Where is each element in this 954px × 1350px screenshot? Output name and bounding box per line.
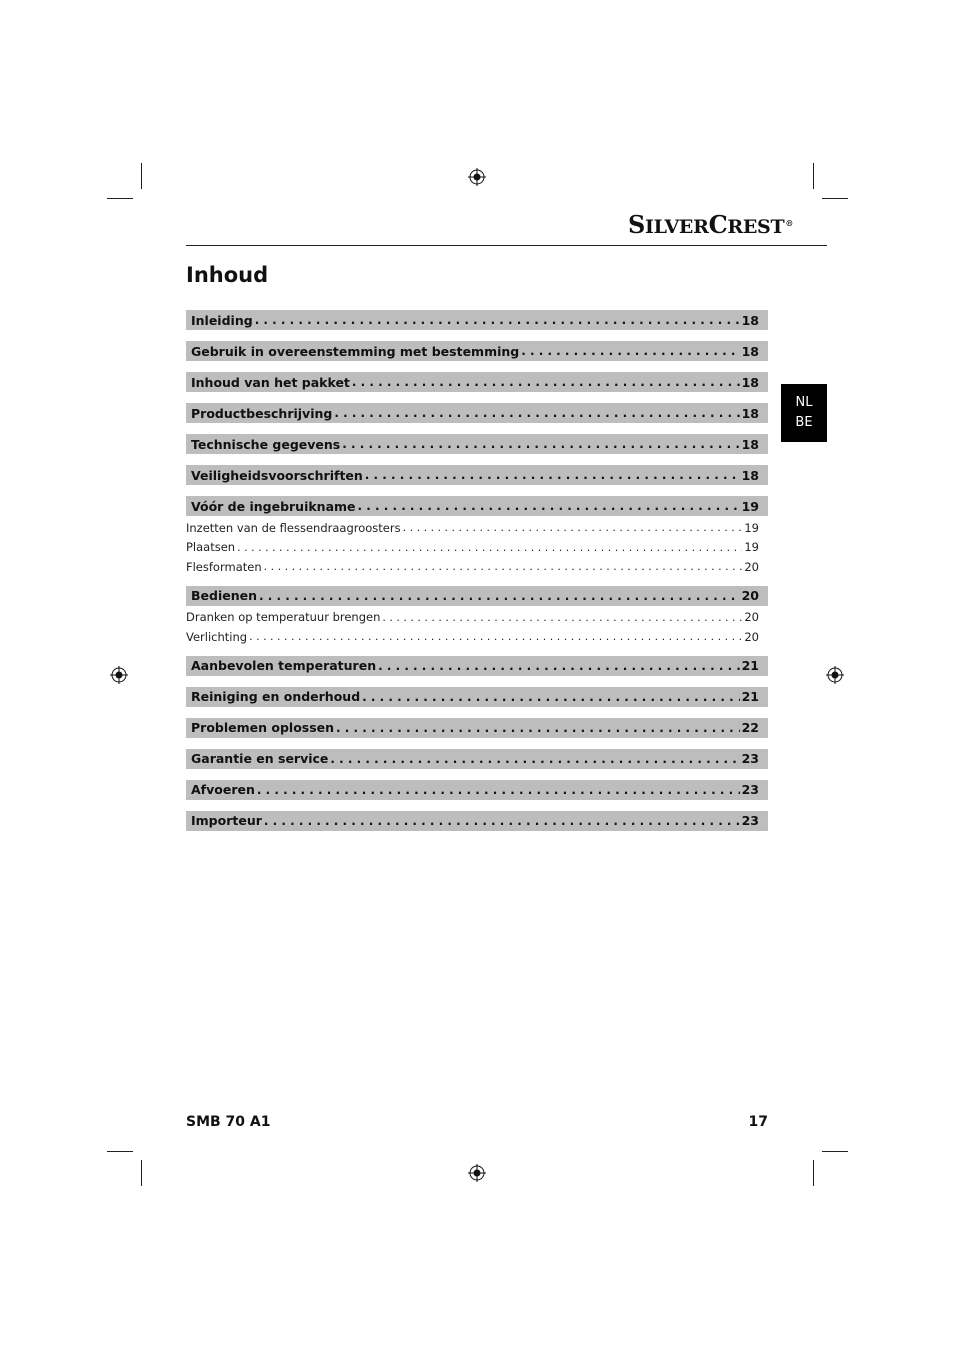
toc-subentry[interactable] — [186, 538, 768, 558]
crop-mark — [141, 1160, 142, 1186]
toc-leader-dots — [378, 659, 739, 673]
crop-mark — [107, 198, 133, 199]
toc-entry[interactable] — [186, 465, 768, 485]
toc-leader-dots — [334, 406, 739, 420]
toc-leader-dots — [237, 541, 742, 554]
registration-mark-icon — [468, 1164, 486, 1182]
toc-leader-dots — [521, 344, 739, 358]
toc-entry-page: 21 — [741, 689, 759, 704]
toc-entry-label: Vóór de ingebruikname — [191, 498, 356, 514]
toc-subentry-page: 20 — [744, 610, 759, 625]
toc-subentry-label: Flesformaten — [186, 559, 262, 574]
toc-entry-label: Veiligheidsvoorschriften — [191, 467, 363, 483]
toc-entry[interactable] — [186, 687, 768, 707]
toc-subentry[interactable] — [186, 608, 768, 628]
toc-leader-dots — [365, 468, 740, 482]
crop-mark — [822, 1151, 848, 1152]
toc-leader-dots — [255, 313, 740, 327]
toc-entry-page: 18 — [741, 374, 759, 390]
registration-mark-icon — [110, 666, 128, 684]
toc-entry[interactable] — [186, 718, 768, 738]
crop-mark — [822, 198, 848, 199]
toc-entry-label: Aanbevolen temperaturen — [191, 658, 377, 673]
toc-leader-dots — [358, 499, 740, 513]
toc-entry-page: 19 — [741, 498, 759, 514]
toc-entry-page: 18 — [741, 343, 759, 359]
toc-entry-label: Technische gegevens — [191, 436, 341, 452]
toc-entry[interactable] — [186, 749, 768, 769]
toc-entry-label: Reiniging en onderhoud — [191, 689, 361, 704]
toc-entry[interactable] — [186, 434, 768, 454]
toc-leader-dots — [257, 783, 740, 797]
toc-entry-page: 23 — [741, 813, 759, 828]
toc-entry-page: 18 — [741, 405, 759, 421]
crop-mark — [813, 1160, 814, 1186]
toc-leader-dots — [362, 690, 739, 704]
toc-entry-page: 20 — [741, 588, 759, 603]
toc-entry-label: Afvoeren — [191, 782, 255, 797]
toc-entry-label: Problemen oplossen — [191, 720, 335, 735]
toc-entry-label: Garantie en service — [191, 751, 329, 766]
toc-entry[interactable] — [186, 656, 768, 676]
toc-subentry-page: 20 — [744, 629, 759, 644]
toc-entry-label: Gebruik in overeenstemming met bestemming — [191, 343, 520, 359]
toc-entry-label: Inhoud van het pakket — [191, 374, 350, 390]
toc-subentry-page: 19 — [744, 540, 759, 555]
toc-leader-dots — [264, 560, 743, 573]
toc-subentry-label: Plaatsen — [186, 540, 236, 555]
toc-leader-dots — [249, 630, 742, 643]
language-code: NL — [795, 395, 813, 410]
toc-subentry-page: 20 — [744, 559, 759, 574]
crop-mark — [813, 163, 814, 189]
registration-mark-icon — [826, 666, 844, 684]
registration-mark-icon — [468, 168, 486, 186]
toc-entry-page: 21 — [741, 658, 759, 673]
toc-leader-dots — [264, 814, 740, 828]
crop-mark — [141, 163, 142, 189]
table-of-contents — [186, 310, 768, 842]
toc-leader-dots — [382, 611, 742, 624]
toc-leader-dots — [336, 721, 740, 735]
toc-entry-page: 22 — [741, 720, 759, 735]
toc-subentry-label: Dranken op temperatuur brengen — [186, 610, 381, 625]
toc-entry[interactable] — [186, 310, 768, 330]
toc-subentry-page: 19 — [744, 520, 759, 535]
toc-subentry-label: Verlichting — [186, 629, 248, 644]
toc-entry[interactable] — [186, 341, 768, 361]
toc-subentry[interactable] — [186, 627, 768, 647]
toc-entry[interactable] — [186, 811, 768, 831]
toc-entry-page: 23 — [741, 782, 759, 797]
language-code: BE — [795, 415, 813, 430]
language-tab — [781, 384, 827, 442]
page-number: 17 — [748, 1114, 768, 1130]
model-number: SMB 70 A1 — [186, 1114, 271, 1130]
toc-entry[interactable] — [186, 372, 768, 392]
toc-entry-page: 18 — [741, 436, 759, 452]
toc-leader-dots — [259, 589, 740, 603]
toc-entry-page: 23 — [741, 751, 759, 766]
page-title: Inhoud — [186, 263, 269, 287]
toc-leader-dots — [403, 521, 743, 534]
toc-entry-page: 18 — [741, 312, 759, 328]
toc-subentry[interactable] — [186, 518, 768, 538]
toc-entry[interactable] — [186, 403, 768, 423]
header-rule — [186, 245, 827, 246]
crop-mark — [107, 1151, 133, 1152]
toc-leader-dots — [352, 375, 740, 389]
toc-entry-label: Importeur — [191, 813, 262, 828]
toc-entry-label: Inleiding — [191, 312, 253, 328]
toc-subentry-label: Inzetten van de flessendraagroosters — [186, 520, 401, 535]
toc-entry[interactable] — [186, 496, 768, 516]
brand-logo: SILVERCREST® — [628, 210, 794, 239]
toc-leader-dots — [330, 752, 739, 766]
toc-subentry[interactable] — [186, 557, 768, 577]
toc-entry-label: Bedienen — [191, 588, 257, 603]
toc-leader-dots — [342, 437, 739, 451]
toc-entry[interactable] — [186, 780, 768, 800]
toc-entry-label: Productbeschrijving — [191, 405, 333, 421]
toc-entry[interactable] — [186, 586, 768, 606]
toc-entry-page: 18 — [741, 467, 759, 483]
